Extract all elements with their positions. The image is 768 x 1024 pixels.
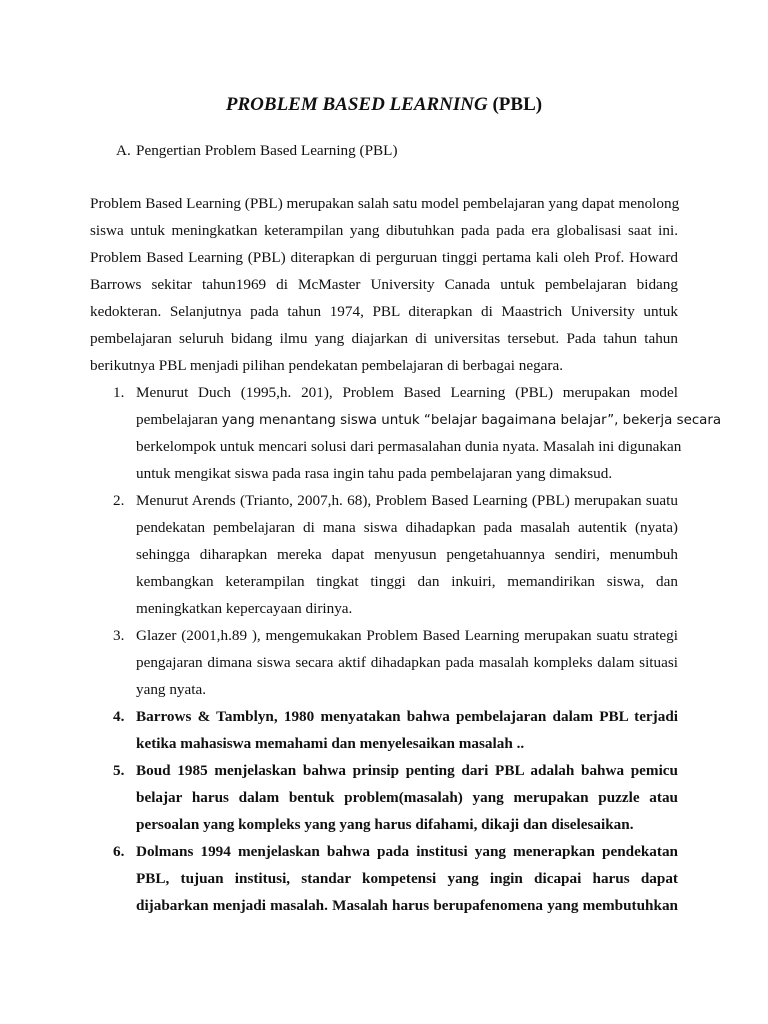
list-item-line: kembangkan keterampilan tingkat tinggi dan inkuiri, memandirikan siswa, dan: [136, 573, 678, 590]
list-item-line: Dolmans 1994 menjelaskan bahwa pada institusi yang menerapkan pendekatan: [136, 843, 678, 860]
intro-line: kedokteran. Selanjutnya pada tahun 1974, PBL diterapkan di Maastrich University untuk: [90, 303, 678, 320]
intro-line: pembelajaran seluruh bidang ilmu yang diajarkan di universitas tersebut. Pada tahun tahun: [90, 330, 678, 347]
list-item: [0, 703, 768, 757]
list-item-line: pengajaran dimana siswa secara aktif dihadapkan pada masalah kompleks dalam situasi: [136, 654, 678, 671]
list-item-line: berkelompok untuk mencari solusi dari permasalahan dunia nyata. Masalah ini digunakan: [136, 438, 682, 455]
list-item-line: Barrows & Tamblyn, 1980 menyatakan bahwa pembelajaran dalam PBL terjadi: [136, 708, 678, 725]
list-item-line-sans-part: yang menantang siswa untuk “belajar bagaimana belajar”, bekerja secara: [221, 413, 722, 428]
intro-line: Barrows sekitar tahun1969 di McMaster University Canada untuk pembelajaran bidang: [90, 276, 678, 293]
list-item: [0, 757, 768, 838]
intro-line: Problem Based Learning (PBL) merupakan salah satu model pembelajaran yang dapat menolong: [90, 195, 680, 212]
list-item-number: 3.: [113, 627, 125, 644]
list-item-number: 5.: [113, 762, 125, 779]
list-item-line: meningkatkan kepercayaan dirinya.: [136, 600, 353, 617]
list-item-body: [136, 703, 678, 757]
list-item: [0, 622, 768, 703]
list-item: [0, 487, 768, 622]
intro-paragraph: [90, 190, 678, 379]
list-item-body: [136, 622, 678, 703]
section-letter: A.: [116, 142, 131, 159]
list-item-line: PBL, tujuan institusi, standar kompetensi yang ingin dicapai harus dapat: [136, 870, 678, 887]
list-item-line-serif-part: pembelajaran: [136, 411, 222, 428]
list-item-body: [136, 487, 678, 622]
list-item-line: untuk mengikat siswa pada rasa ingin tahu pada pembelajaran yang dimaksud.: [136, 465, 613, 482]
numbered-list: [0, 379, 768, 919]
list-item: [0, 838, 768, 919]
intro-line: berikutnya PBL menjadi pilihan pendekatan pembelajaran di berbagai negara.: [90, 357, 564, 374]
list-item-line: persoalan yang kompleks yang yang harus difahami, dikaji dan diselesaikan.: [136, 816, 634, 833]
list-item-body: [136, 838, 678, 919]
title-italic-part: PROBLEM BASED LEARNING: [225, 94, 488, 115]
list-item-body: [136, 757, 678, 838]
list-item-line: belajar harus dalam bentuk problem(masalah) yang merupakan puzzle atau: [136, 789, 678, 806]
list-item-line: Menurut Arends (Trianto, 2007,h. 68), Problem Based Learning (PBL) merupakan suatu: [136, 492, 678, 509]
intro-line: Problem Based Learning (PBL) diterapkan di perguruan tinggi pertama kali oleh Prof. Howard: [90, 249, 678, 266]
list-item-number: 6.: [113, 843, 125, 860]
section-heading-text: Pengertian Problem Based Learning (PBL): [136, 142, 398, 159]
list-item-number: 1.: [113, 384, 125, 401]
intro-line: siswa untuk meningkatkan keterampilan yang dibutuhkan pada pada era globalisasi saat ini.: [90, 222, 678, 239]
title-suffix: (PBL): [487, 94, 543, 115]
document-title: [0, 92, 768, 118]
list-item-line: Glazer (2001,h.89 ), mengemukakan Problem Based Learning merupakan suatu strategi: [136, 627, 678, 644]
list-item-line: pendekatan pembelajaran di mana siswa dihadapkan pada masalah autentik (nyata): [136, 519, 678, 536]
list-item-body: [136, 379, 722, 487]
list-item-line: dijabarkan menjadi masalah. Masalah harus berupafenomena yang membutuhkan: [136, 897, 678, 914]
list-item: [0, 379, 768, 487]
list-item-line: sehingga diharapkan mereka dapat menyusun pengetahuannya sendiri, menumbuh: [136, 546, 678, 563]
list-item-line: yang nyata.: [136, 681, 207, 698]
list-item-line: [136, 406, 722, 433]
section-heading: [116, 140, 398, 162]
list-item-number: 4.: [113, 708, 125, 725]
list-item-line: Menurut Duch (1995,h. 201), Problem Based Learning (PBL) merupakan model: [136, 384, 678, 401]
list-item-line: Boud 1985 menjelaskan bahwa prinsip penting dari PBL adalah bahwa pemicu: [136, 762, 678, 779]
list-item-number: 2.: [113, 492, 125, 509]
list-item-line: ketika mahasiswa memahami dan menyelesaikan masalah ..: [136, 735, 525, 752]
